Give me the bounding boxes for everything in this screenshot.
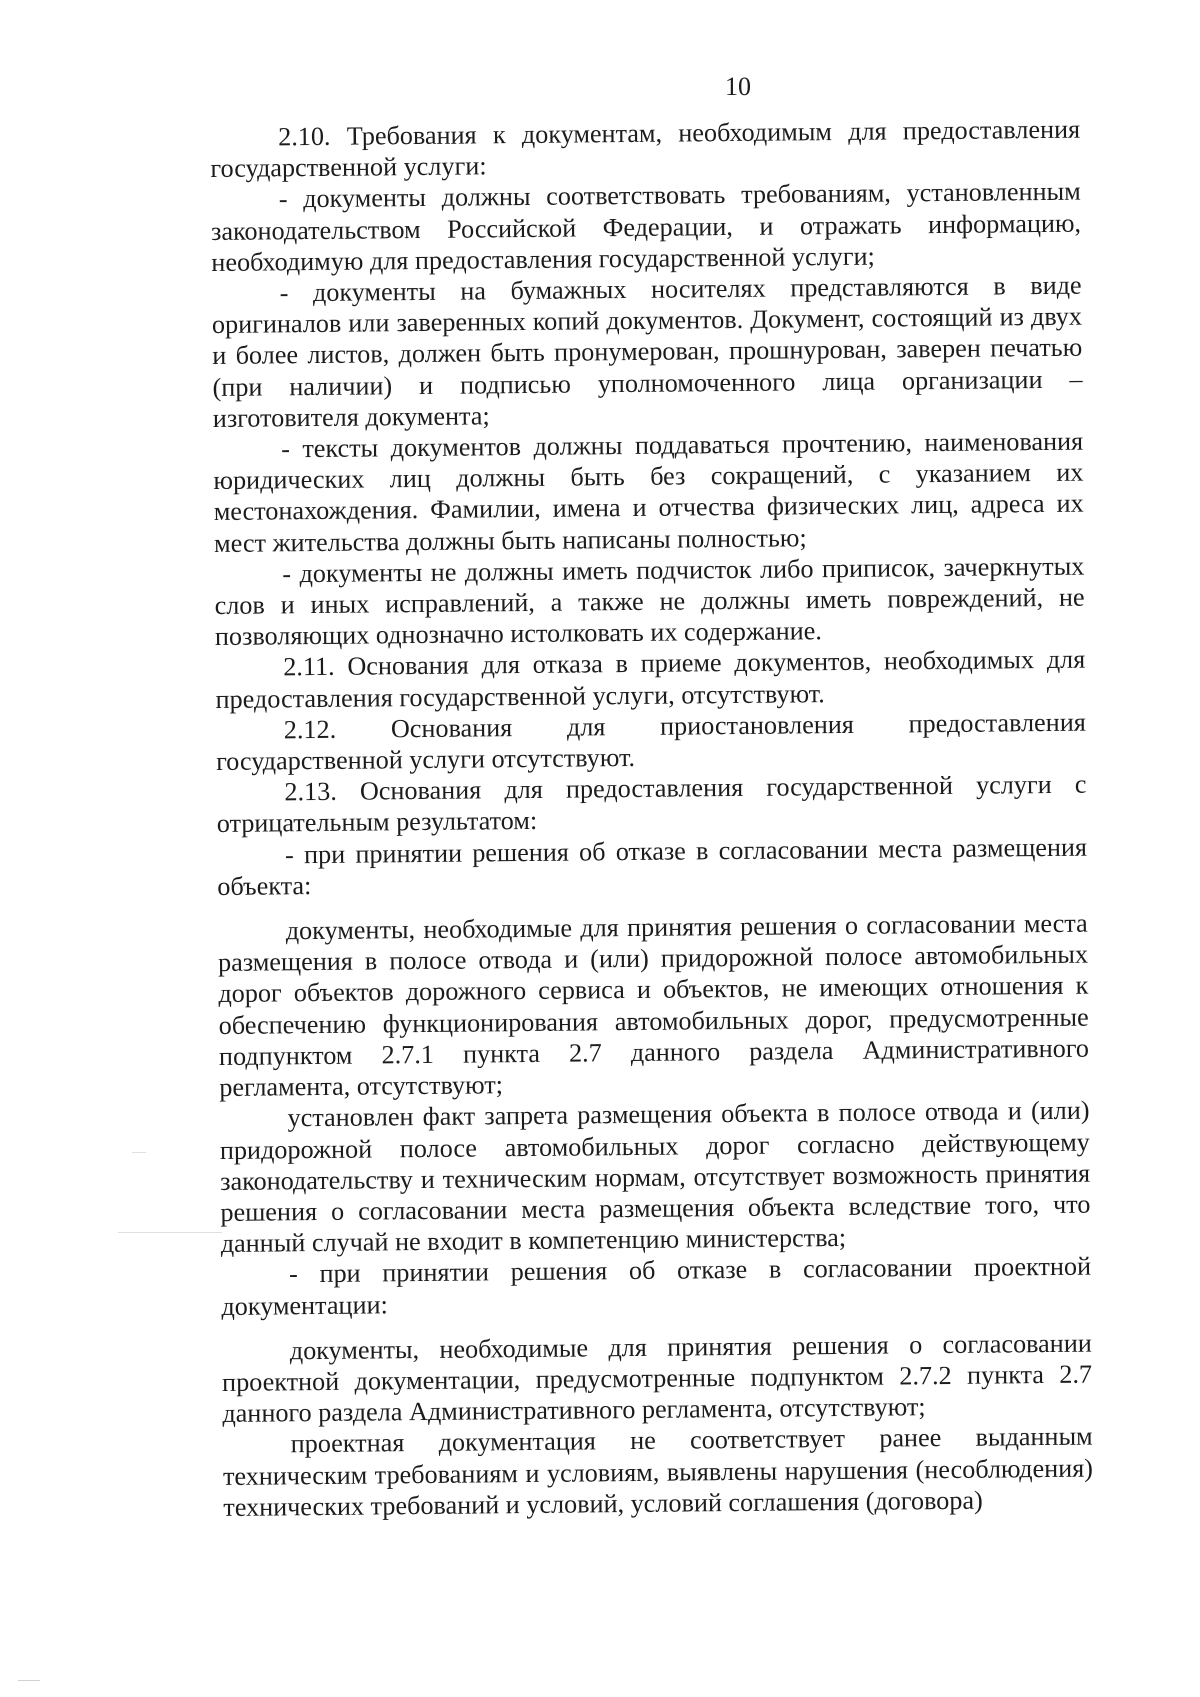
paragraph-2-11: 2.11. Основания для отказа в приеме документов, необходимых для предоставления государственной услуги, отсутствуют. (215, 645, 1086, 714)
paragraph-requirement-paper-originals: - документы на бумажных носителях представляются в виде оригиналов или заверенных копий документов. Документ, состоящий из двух и более листов, должен быть пронумерован, прошнурован, заверен печатью (при наличии) и подписью уполномоченного лица организации – изготовителя документа; (211, 270, 1083, 433)
paragraph-2-12: 2.12. Основания для приостановления предоставления государственной услуги отсутствуют. (216, 707, 1086, 777)
paragraph-missing-documents-placement: документы, необходимые для принятия решения о согласовании места размещения в полосе отвода и (или) придорожной полосе автомобильных дорог объектов дорожного сервиса и объектов, не имеющих отношения к обеспечению функционирования автомобильных дорог, предусмотренные подпунктом 2.7.1 пункта 2.7 данного раздела Административного регламента, отсутствуют; (217, 908, 1090, 1103)
paragraph-refusal-placement: - при принятии решения об отказе в согласовании места размещения объекта: (217, 832, 1088, 901)
paragraph-requirement-legislation: - документы должны соответствовать требованиям, установленным законодательством Российской Федерации, и отражать информацию, необходимую для предоставления государственной услуги; (210, 177, 1082, 277)
scan-artifact-bottom (18, 1680, 40, 1681)
scan-artifact-left (118, 1232, 222, 1233)
paragraph-requirement-readable-text: - тексты документов должны поддаваться прочтению, наименования юридических лиц должны быть без сокращений, с указанием их местонахождения. Фамилии, имена и отчества физических лиц, адреса их мест жительства должны быть написаны полностью; (213, 426, 1084, 558)
paragraph-placement-prohibited: установлен факт запрета размещения объекта в полосе отвода и (или) придорожной полосе автомобильных дорог согласно действующему законодательству и техническим нормам, отсутствует возможность принятия решения о согласовании места размещения объекта вследствие того, что данный случай не входит в компетенцию министерства; (219, 1095, 1091, 1259)
page-number: 10 (725, 72, 751, 101)
paragraph-refusal-project-docs: - при принятии решения об отказе в согласовании проектной документации: (221, 1251, 1092, 1321)
scan-artifact-left-small (132, 1152, 146, 1153)
paragraph-missing-documents-project: документы, необходимые для принятия решения о согласовании проектной документации, предусмотренные подпунктом 2.7.2 пункта 2.7 данного раздела Административного регламента, отсутствуют; (221, 1328, 1093, 1429)
document-body (210, 114, 1093, 1523)
paragraph-2-10: 2.10. Требования к документам, необходимым для предоставления государственной услуги: (210, 114, 1081, 184)
paragraph-project-nonconformity: проектная документация не соответствует ранее выданным техническим требованиям и условиям, выявлены нарушения (несоблюдения) технических требований и условий, условий соглашения (договора) (222, 1421, 1094, 1522)
paragraph-2-13: 2.13. Основания для предоставления государственной услуги с отрицательным результатом: (216, 769, 1087, 839)
paragraph-requirement-no-corrections: - документы не должны иметь подчисток либо приписок, зачеркнутых слов и иных исправлений, а также не должны иметь повреждений, не позволяющих однозначно истолковать их содержание. (214, 551, 1085, 652)
